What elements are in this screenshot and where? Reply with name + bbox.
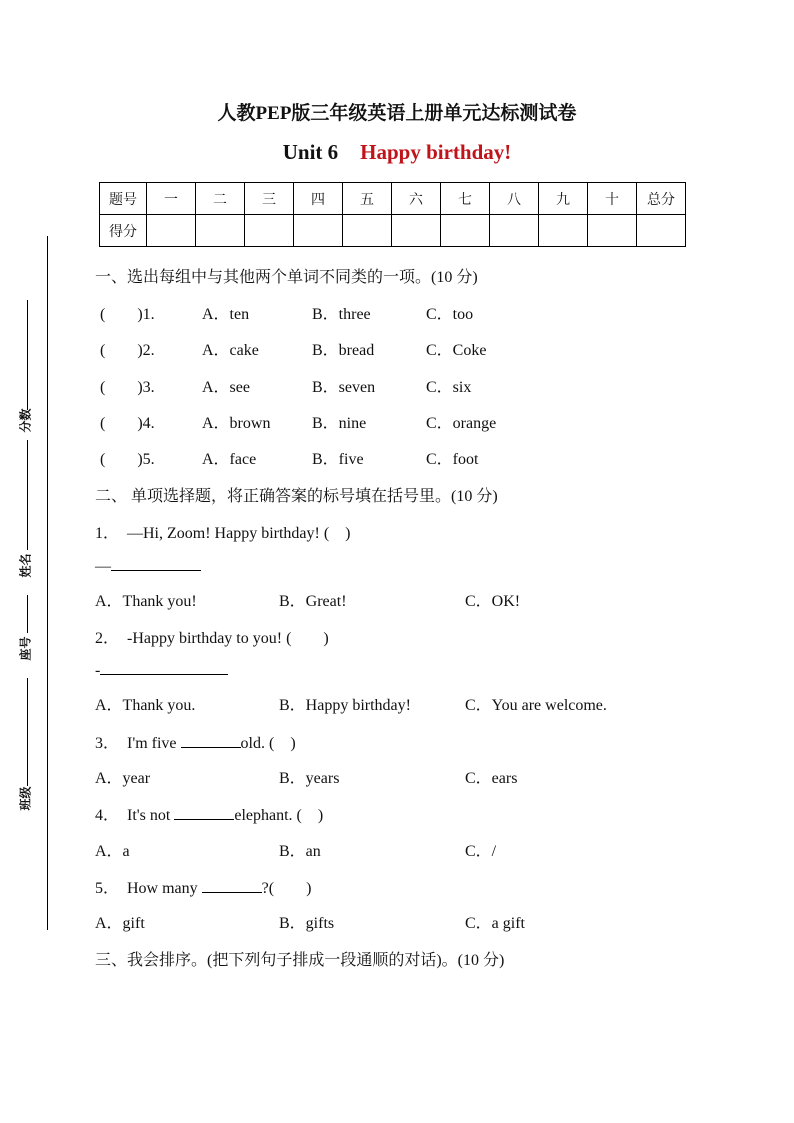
margin-field-line[interactable] <box>27 300 28 410</box>
margin-label-class: 班级 <box>18 786 33 811</box>
s2-q2-option-c: C．You are welcome. <box>465 697 607 714</box>
s2-q2-answer-line <box>95 660 228 680</box>
q2-number: ( )2. <box>100 342 155 359</box>
q1-number: ( )1. <box>100 306 155 323</box>
score-table-row-label: 得分 <box>100 215 147 247</box>
score-col: 二 <box>196 183 245 215</box>
score-col: 一 <box>147 183 196 215</box>
score-col: 十 <box>588 183 637 215</box>
s2-q4-option-a: A．a <box>95 843 130 860</box>
s2-q4-stem-post: elephant. ( ) <box>234 807 324 824</box>
s2-q5-option-b: B．gifts <box>279 915 335 932</box>
s2-q1-answer-blank[interactable] <box>111 556 201 571</box>
q2-option-c: C．Coke <box>426 342 487 359</box>
s2-q1-option-c: C．OK! <box>465 593 521 610</box>
margin-label-score: 分数 <box>18 408 33 433</box>
s2-q3-stem-pre: 3． I'm five <box>95 735 181 752</box>
q5-number: ( )5. <box>100 451 155 468</box>
unit-heading <box>0 140 794 165</box>
score-col: 总分 <box>637 183 686 215</box>
s2-q4-stem <box>95 802 323 825</box>
q1-option-a: A．ten <box>202 306 250 323</box>
score-cell[interactable] <box>588 215 637 247</box>
score-cell[interactable] <box>441 215 490 247</box>
q5-option-c: C．foot <box>426 451 479 468</box>
s2-q1-option-a: A．Thank you! <box>95 593 197 610</box>
margin-field-line[interactable] <box>27 440 28 550</box>
s2-q1-option-b: B．Great! <box>279 593 347 610</box>
q5-option-a: A．face <box>202 451 257 468</box>
score-cell[interactable] <box>196 215 245 247</box>
s2-q3-option-b: B．years <box>279 770 340 787</box>
s2-q1-answer-prefix: — <box>95 558 111 575</box>
unit-topic: Happy birthday! <box>360 140 512 164</box>
s2-q4-option-b: B．an <box>279 843 321 860</box>
score-table-row-label: 题号 <box>100 183 147 215</box>
margin-label-seat: 座号 <box>18 636 33 661</box>
q3-option-b: B．seven <box>312 379 376 396</box>
q3-option-a: A．see <box>202 379 250 396</box>
q2-option-a: A．cake <box>202 342 259 359</box>
s2-q3-option-c: C．ears <box>465 770 518 787</box>
section1-heading: 一、选出每组中与其他两个单词不同类的一项。(10 分) <box>95 269 478 286</box>
score-table-header-row <box>100 183 686 215</box>
score-cell[interactable] <box>539 215 588 247</box>
q3-number: ( )3. <box>100 379 155 396</box>
s2-q5-stem-post: ?( ) <box>261 880 312 897</box>
score-table <box>99 182 686 247</box>
q4-number: ( )4. <box>100 415 155 432</box>
s2-q3-blank[interactable] <box>181 733 241 748</box>
score-col: 四 <box>294 183 343 215</box>
s2-q3-option-a: A．year <box>95 770 151 787</box>
s2-q4-option-c: C．/ <box>465 843 497 860</box>
margin-field-line[interactable] <box>27 678 28 786</box>
s2-q3-stem <box>95 730 296 753</box>
binding-line <box>47 236 48 930</box>
score-cell[interactable] <box>392 215 441 247</box>
q4-option-b: B．nine <box>312 415 367 432</box>
unit-number: Unit 6 <box>282 140 339 164</box>
score-cell[interactable] <box>343 215 392 247</box>
s2-q1-answer-line <box>95 556 201 576</box>
s2-q2-option-b: B．Happy birthday! <box>279 697 411 714</box>
s2-q3-stem-post: old. ( ) <box>240 735 296 752</box>
score-col: 五 <box>343 183 392 215</box>
s2-q2-stem: 2． -Happy birthday to you! ( ) <box>95 630 329 647</box>
s2-q2-answer-blank[interactable] <box>100 660 228 675</box>
page-title: 人教PEP版三年级英语上册单元达标测试卷 <box>217 103 577 124</box>
s2-q5-stem <box>95 875 311 898</box>
margin-field-line[interactable] <box>27 595 28 633</box>
q4-option-a: A．brown <box>202 415 271 432</box>
score-cell[interactable] <box>637 215 686 247</box>
q1-option-c: C．too <box>426 306 474 323</box>
section2-heading: 二、 单项选择题，将正确答案的标号填在括号里。(10 分) <box>95 488 498 505</box>
section3-heading: 三、我会排序。(把下列句子排成一段通顺的对话)。(10 分) <box>95 952 505 969</box>
score-col: 九 <box>539 183 588 215</box>
s2-q2-option-a: A．Thank you. <box>95 697 196 714</box>
score-cell[interactable] <box>147 215 196 247</box>
s2-q5-option-a: A．gift <box>95 915 145 932</box>
score-col: 六 <box>392 183 441 215</box>
score-cell[interactable] <box>490 215 539 247</box>
margin-label-name: 姓名 <box>18 553 33 578</box>
s2-q4-blank[interactable] <box>174 805 234 820</box>
score-col: 八 <box>490 183 539 215</box>
q1-option-b: B．three <box>312 306 371 323</box>
s2-q2-answer-prefix: - <box>95 662 101 679</box>
s2-q5-blank[interactable] <box>202 878 262 893</box>
q3-option-c: C．six <box>426 379 472 396</box>
score-cell[interactable] <box>245 215 294 247</box>
s2-q4-stem-pre: 4． It's not <box>95 807 175 824</box>
score-table-score-row <box>100 215 686 247</box>
score-cell[interactable] <box>294 215 343 247</box>
s2-q5-option-c: C．a gift <box>465 915 525 932</box>
s2-q1-stem: 1． —Hi, Zoom! Happy birthday! ( ) <box>95 525 351 542</box>
score-col: 七 <box>441 183 490 215</box>
q2-option-b: B．bread <box>312 342 375 359</box>
s2-q5-stem-pre: 5． How many <box>95 880 202 897</box>
q4-option-c: C．orange <box>426 415 497 432</box>
q5-option-b: B．five <box>312 451 364 468</box>
score-col: 三 <box>245 183 294 215</box>
